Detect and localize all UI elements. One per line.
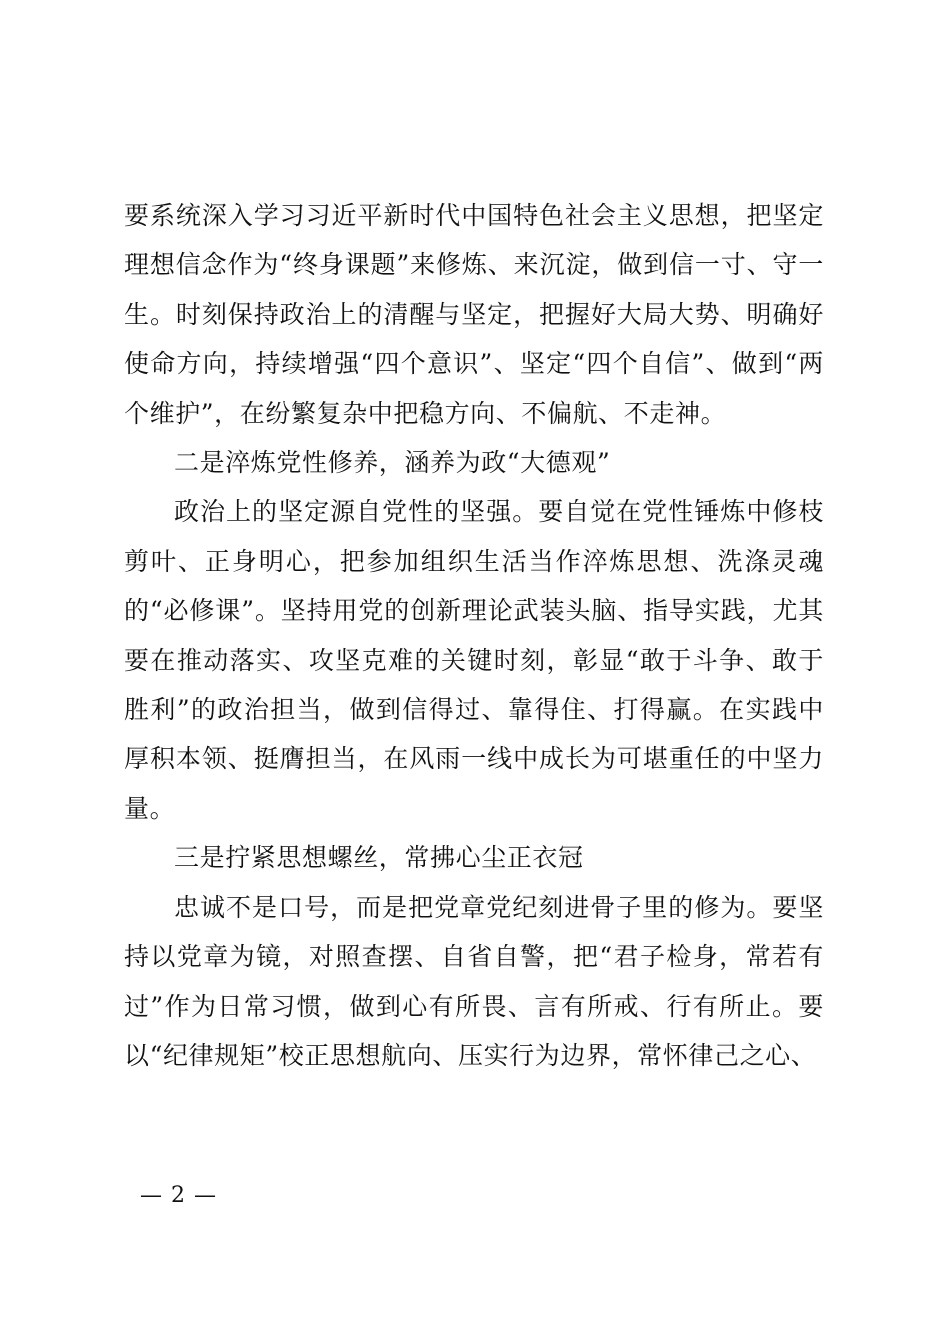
section-heading-party-spirit: 二是淬炼党性修养，涵养为政“大德观”	[174, 448, 611, 478]
document-body	[124, 191, 824, 1080]
paragraph-loyalty: 忠诚不是口号，而是把党章党纪刻进骨子里的修为。要坚持以党章为镜，对照查摆、自省自警，把“君子检身，常若有过”作为日常习惯，做到心有所畏、言有所戒、行有所止。要以“纪律规矩”校正思想航向、压实行为边界，常怀律己之心、	[124, 892, 824, 1070]
section-heading-ideology: 三是拧紧思想螺丝，常拂心尘正衣冠	[174, 843, 584, 873]
paragraph-party-spirit: 政治上的坚定源自党性的坚强。要自觉在党性锤炼中修枝剪叶、正身明心，把参加组织生活当作淬炼思想、洗涤灵魂的“必修课”。坚持用党的创新理论武装头脑、指导实践，尤其要在推动落实、攻坚克难的关键时刻，彰显“敢于斗争、敢于胜利”的政治担当，做到信得过、靠得住、打得赢。在实践中厚积本领、挺膺担当，在风雨一线中成长为可堪重任的中坚力量。	[124, 497, 824, 823]
paragraph-ideals: 要系统深入学习习近平新时代中国特色社会主义思想，把坚定理想信念作为“终身课题”来修炼、来沉淀，做到信一寸、守一生。时刻保持政治上的清醒与坚定，把握好大局大势、明确好使命方向，持续增强“四个意识”、坚定“四个自信”、做到“两个维护”，在纷繁复杂中把稳方向、不偏航、不走神。	[124, 201, 824, 428]
page-number: — 2 —	[140, 1183, 217, 1208]
